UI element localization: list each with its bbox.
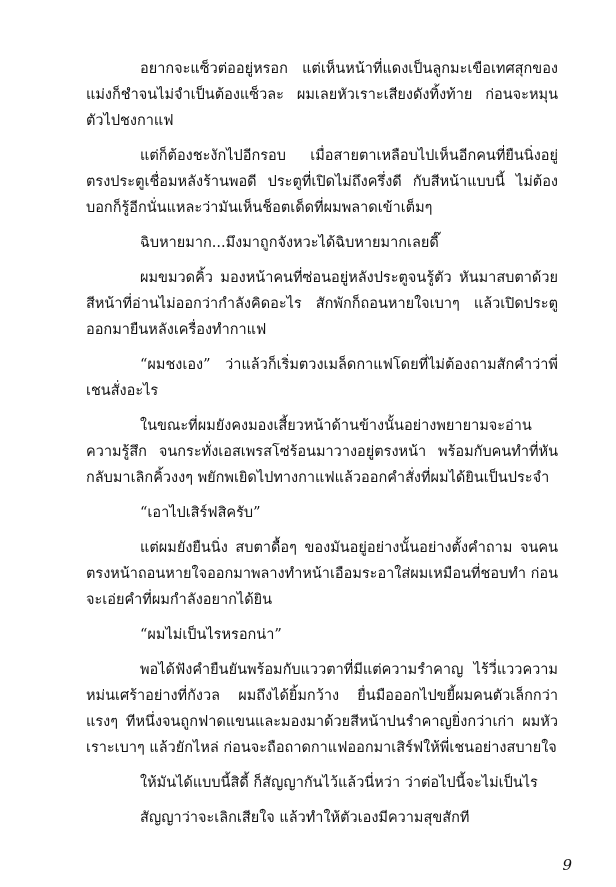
paragraph-2: แต่ก็ต้องชะงักไปอีกรอบ เมื่อสายตาเหลือบไปเห็นอีกคนที่ยืนนิ่งอยู่ตรงประตูเชื่อมหลังร้านพอดี ประตูที่เปิดไม่ถึงครึ่งดี กับสีหน้าแบบนี้ ไม่ต้องบอกก็รู้อีกนั่นแหละว่ามันเห็นช็อตเด็ดที่ผมพลาดเข้าเต็มๆ xyxy=(86,148,558,216)
paragraph-5: “ผมชงเอง” ว่าแล้วก็เริ่มตวงเมล็ดกาแฟโดยที่ไม่ต้องถามสักคำว่าพี่เชนสั่งอะไร xyxy=(86,357,558,399)
paragraph-11: ให้มันได้แบบนี้สิดี้ ก็สัญญากันไว้แล้วนี่หว่า ว่าต่อไปนี้จะไม่เป็นไร xyxy=(140,775,538,791)
paragraph-8: แต่ผมยังยืนนิ่ง สบตาดื้อๆ ของมันอยู่อย่างนั้นอย่างตั้งคำถาม จนคนตรงหน้าถอนหายใจออกมาพลางทำหน้าเอือมระอาใส่ผมเหมือนที่ชอบทำ ก่อนจะเอ่ยคำที่ผมกำลังอยากได้ยิน xyxy=(86,540,559,608)
paragraph-12: สัญญาว่าจะเลิกเสียใจ แล้วทำให้ตัวเองมีความสุขสักที xyxy=(140,810,470,826)
paragraph-10: พอได้ฟังคำยืนยันพร้อมกับแววตาที่มีแต่ความรำคาญ ไร้วี่แววความหม่นเศร้าอย่างที่กังวล ผมถึงได้ยิ้มกว้าง ยื่นมือออกไปขยี้ผมคนตัวเล็กกว่าแรงๆ ทีหนึ่งจนถูกฟาดแขนและมองมาด้วยสีหน้าปนรำคาญยิ่งกว่าเก่า ผมหัวเราะเบาๆ แล้วยักไหล่ ก่อนจะถือถาดกาแฟออกมาเสิร์ฟให้พี่เชนอย่างสบายใจ xyxy=(86,662,558,756)
paragraph-6: ในขณะที่ผมยังคงมองเสี้ยวหน้าด้านข้างนั้นอย่างพยายามจะอ่านความรู้สึก จนกระทั่งเอสเพรสโซ่ร้อนมาวางอยู่ตรงหน้า พร้อมกับคนทำที่หันกลับมาเลิกคิ้วงงๆ พยักพเยิดไปทางกาแฟแล้วออกคำสั่งที่ผมได้ยินเป็นประจำ xyxy=(86,418,558,486)
page-number: 9 xyxy=(562,856,572,874)
body-text xyxy=(86,56,558,840)
paragraph-7: “เอาไปเสิร์ฟสิครับ” xyxy=(140,505,261,521)
paragraph-9: “ผมไม่เป็นไรหรอกน่า” xyxy=(140,627,282,643)
paragraph-4: ผมขมวดคิ้ว มองหน้าคนที่ซ่อนอยู่หลังประตูจนรู้ตัว หันมาสบตาด้วยสีหน้าที่อ่านไม่ออกว่ากำลังคิดอะไร สักพักก็ถอนหายใจเบาๆ แล้วเปิดประตูออกมายืนหลังเครื่องทำกาแฟ xyxy=(86,270,558,338)
paragraph-1: อยากจะแซ็วต่ออยู่หรอก แต่เห็นหน้าที่แดงเป็นลูกมะเขือเทศสุกของแม่งก็ชำจนไม่จำเป็นต้องแซ็วละ ผมเลยหัวเราะเสียงดังทิ้งท้าย ก่อนจะหมุนตัวไปชงกาแฟ xyxy=(86,61,558,129)
paragraph-3: ฉิบหายมาก...มึงมาถูกจังหวะได้ฉิบหายมากเลยดี๊ xyxy=(140,235,439,251)
